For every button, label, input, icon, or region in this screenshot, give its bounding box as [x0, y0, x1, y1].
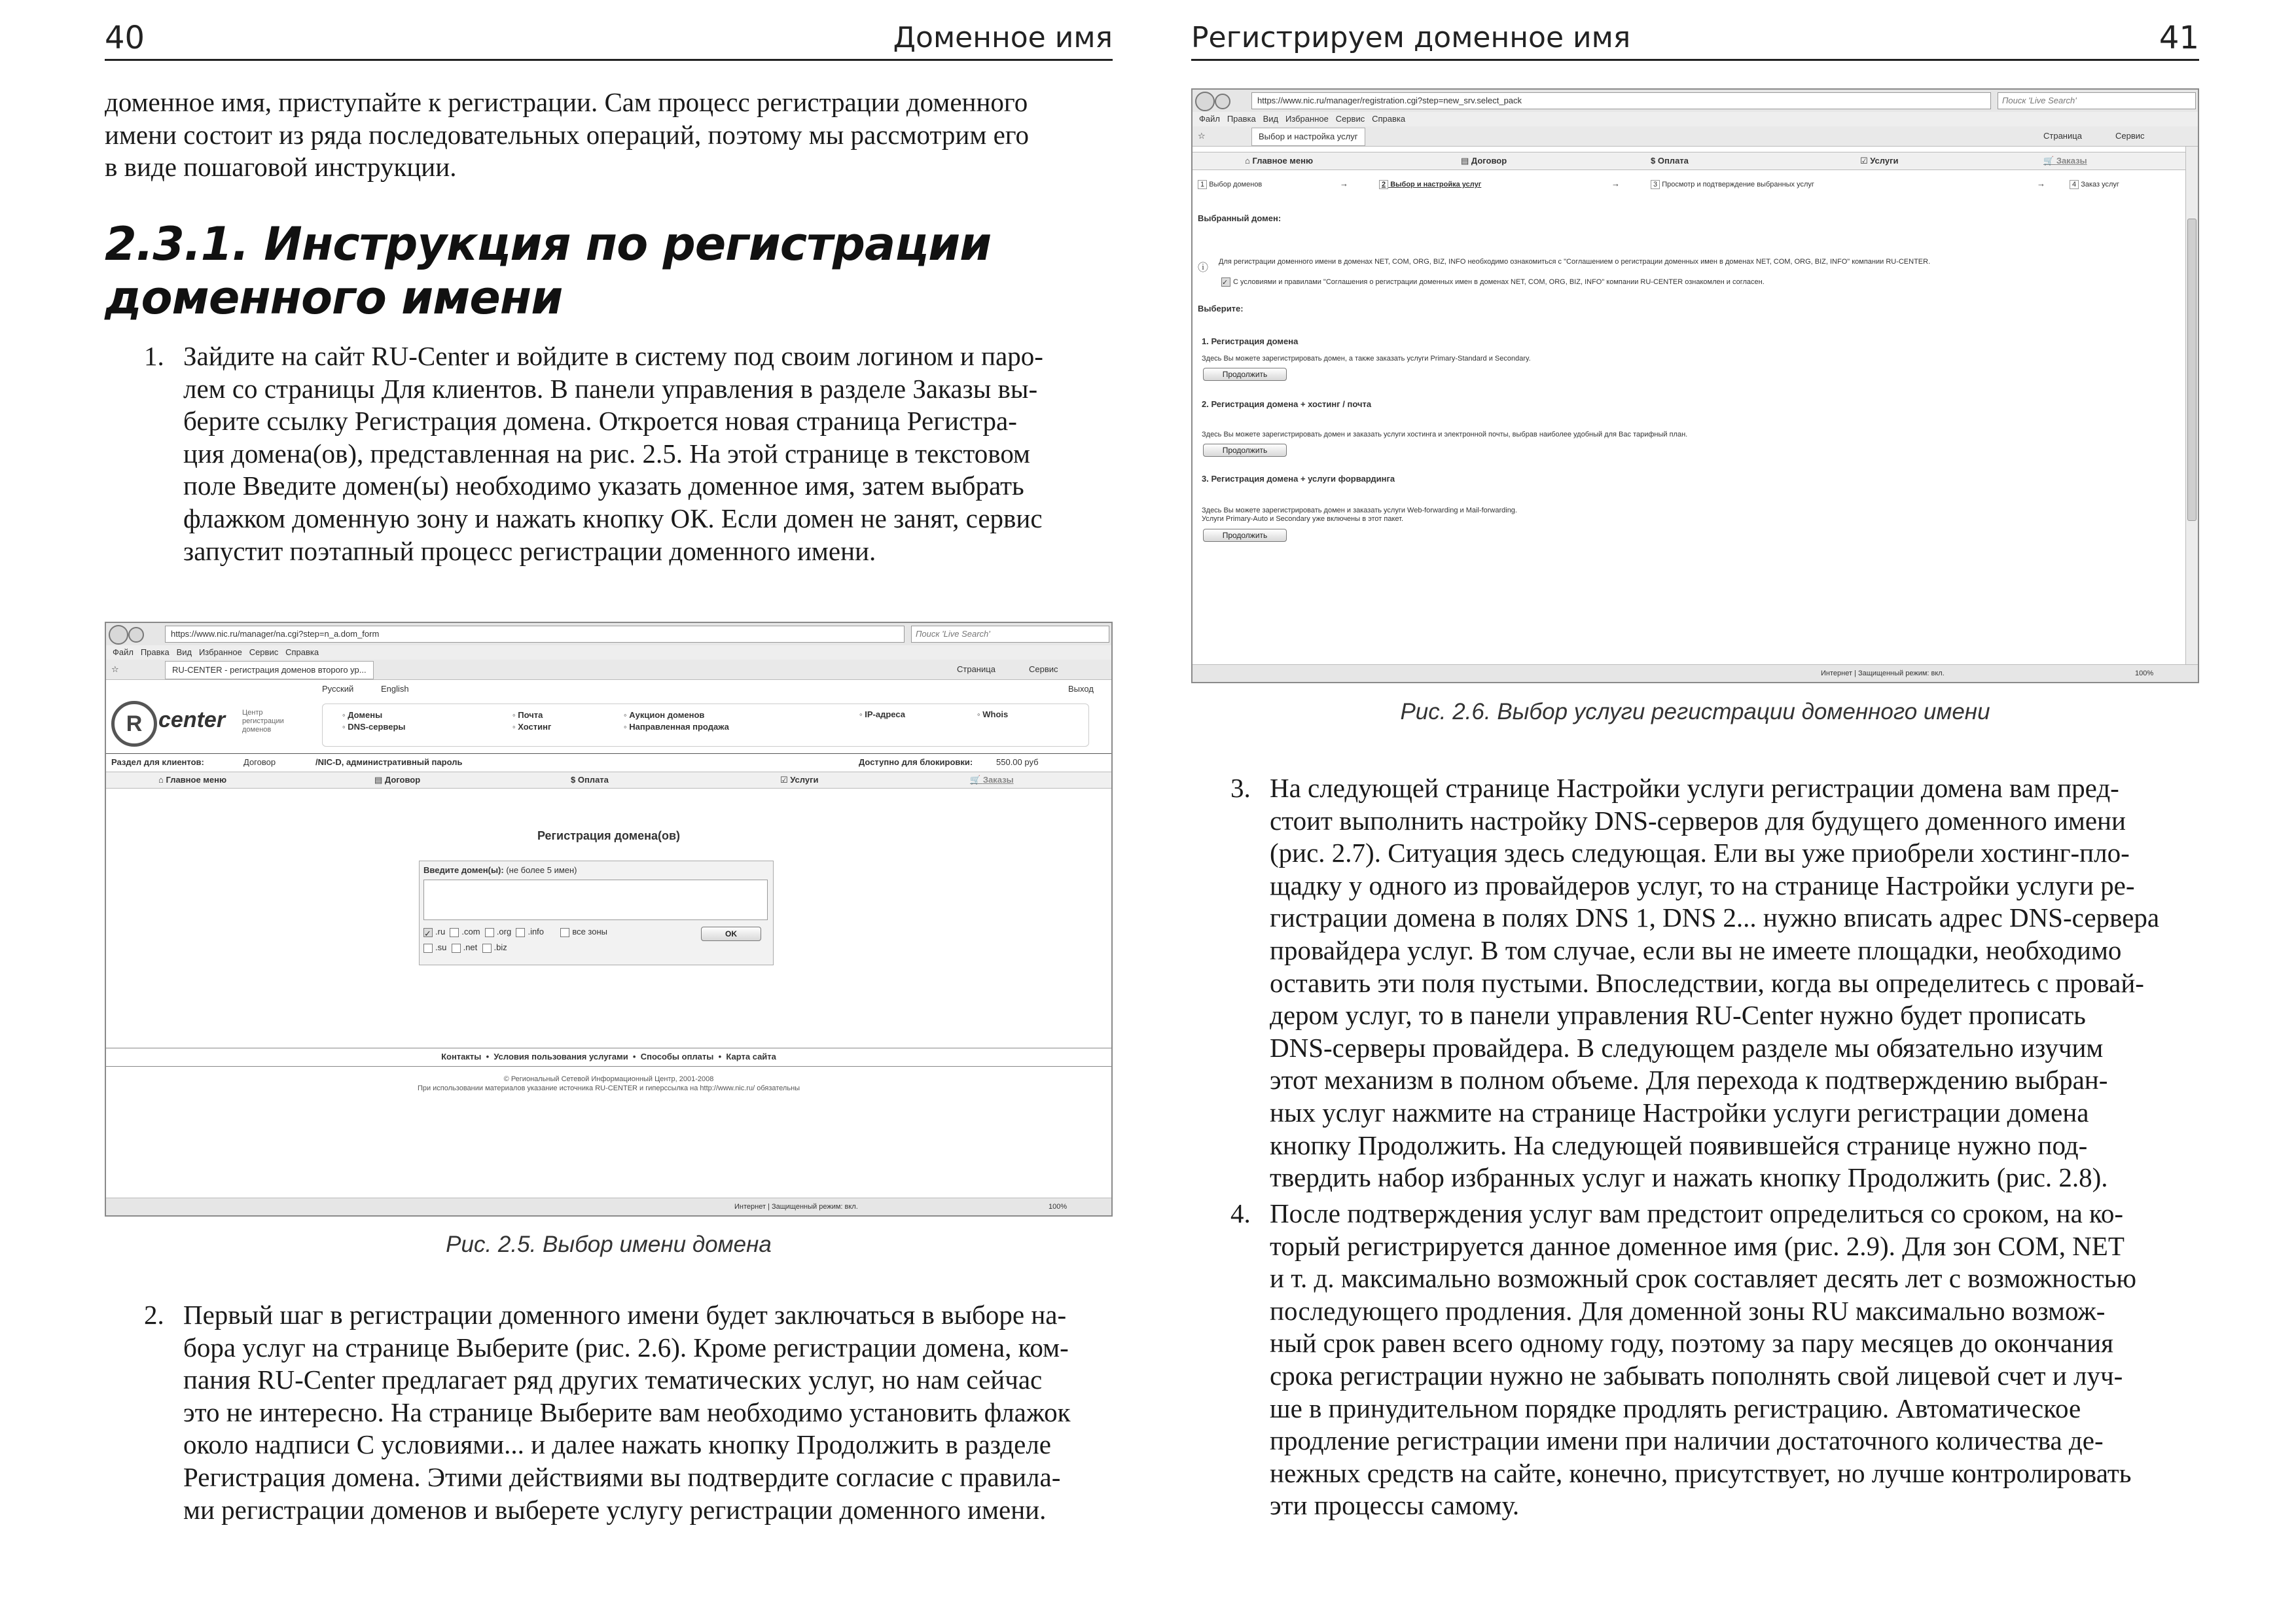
zone-checkbox-com[interactable]: .com	[450, 927, 480, 936]
zone-checkbox-ru[interactable]: ✓ .ru	[424, 927, 446, 938]
service-link-domains[interactable]: Домены	[348, 710, 383, 720]
tab-payment[interactable]: $ Оплата	[1651, 156, 1689, 166]
text-line: последующего продления. Для доменной зоны RU максимально возмож-	[1270, 1295, 2106, 1326]
menu-item-favorites[interactable]: Избранное	[198, 647, 242, 657]
address-bar	[1193, 90, 2198, 113]
menu-item-edit[interactable]: Правка	[140, 647, 170, 657]
list-number: 3.	[1230, 773, 1251, 803]
footer-link-sitemap[interactable]: Карта сайта	[726, 1052, 776, 1061]
text-line: флажком доменную зону и нажать кнопку ОК. Если домен не занят, сервис	[183, 503, 1043, 533]
tab-services[interactable]: ☑ Услуги	[1860, 156, 1899, 166]
text-line: дером услуг, то в панели управления RU-Center нужно будет прописать	[1270, 1000, 2086, 1031]
step-2[interactable]: 2 Выбор и настройка услуг	[1379, 181, 1481, 188]
text-line: оставить эти поля пустыми. Впоследствии, когда вы определитесь с провай-	[1270, 967, 2144, 998]
left-running-title: Доменное имя	[893, 21, 1113, 54]
text-line: После подтверждения услуг вам предстоит определиться со сроком, на ко-	[1270, 1198, 2124, 1228]
zoom-level[interactable]: 100%	[1049, 1203, 1067, 1211]
service-link-whois[interactable]: Whois	[982, 709, 1009, 719]
text-line: имени состоит из ряда последовательных операций, поэтому мы рассмотрим его	[105, 119, 1030, 150]
zone-checkbox-su[interactable]: .su	[423, 942, 446, 952]
left-page	[105, 0, 1113, 1623]
text-line: Первый шаг в регистрации доменного имени будет заключаться в выборе на-	[183, 1300, 1067, 1330]
menu-item-tools[interactable]: Сервис	[249, 647, 279, 657]
nic-info: /NIC-D, административный пароль	[315, 757, 463, 767]
menu-item-file[interactable]: Файл	[113, 647, 134, 657]
client-section-value[interactable]: Договор	[243, 757, 276, 767]
menu-item-edit[interactable]: Правка	[1227, 114, 1256, 124]
continue-button-2[interactable]: Продолжить	[1203, 444, 1287, 457]
copyright: © Региональный Сетевой Информационный Центр, 2001-2008	[503, 1075, 714, 1083]
footer-link-terms[interactable]: Условия пользования услугами	[493, 1052, 628, 1061]
tab-payment[interactable]: $ Оплата	[571, 775, 609, 785]
text-line: На следующей странице Настройки услуги регистрации домена вам пред-	[1270, 773, 2119, 803]
text-line: провайдера услуг. В том случае, если вы не имеете площадки, необходимо	[1270, 935, 2122, 965]
step-arrow: →	[1611, 179, 1620, 188]
nav-tabs	[106, 772, 1111, 789]
domain-form	[419, 861, 774, 965]
footer-link-contacts[interactable]: Контакты	[441, 1052, 482, 1061]
text-line: в виде пошаговой инструкции.	[105, 152, 457, 183]
list-number: 2.	[144, 1300, 164, 1330]
figure-2-6-screenshot	[1191, 88, 2199, 683]
text-line: щадку у одного из провайдеров услуг, то на странице Настройки услуги ре-	[1270, 870, 2135, 901]
info-icon: ⓘ	[1198, 262, 1209, 274]
service-link-directed-sale[interactable]: Направленная продажа	[629, 722, 729, 732]
heading-line: 2.3.1. Инструкция по регистрации	[105, 217, 992, 271]
list-number: 1.	[144, 341, 164, 371]
services-box: ◦ Домены ◦ DNS-серверы ◦ Почта ◦ Хостинг ◦ Аукцион доменов ◦ Направленная продажа ◦ IP-адреса ◦ Whois	[322, 704, 1089, 747]
favorites-star-icon[interactable]: ☆	[1198, 131, 1206, 141]
zone-checkbox-org[interactable]: .org	[485, 927, 511, 936]
tab-services[interactable]: ☑ Услуги	[780, 775, 819, 785]
search-field[interactable]: Поиск 'Live Search'	[1998, 92, 2196, 109]
status-bar	[106, 1198, 1111, 1215]
text-line: около надписи С условиями... и далее нажать кнопку Продолжить в разделе	[183, 1429, 1051, 1460]
text-line: ше в принудительном порядке продлять регистрацию. Автоматическое	[1270, 1393, 2081, 1423]
text-line: бора услуг на странице Выберите (рис. 2.6). Кроме регистрации домена, ком-	[183, 1332, 1069, 1363]
url-field[interactable]: https://www.nic.ru/manager/na.cgi?step=n_a.dom_form	[165, 626, 905, 643]
tools-menu[interactable]: Сервис	[1029, 664, 1058, 674]
intro-paragraph	[105, 86, 1113, 184]
continue-button-1[interactable]: Продолжить	[1203, 368, 1287, 381]
menu-item-view[interactable]: Вид	[176, 647, 192, 657]
back-icon	[109, 625, 128, 645]
text-line: ми регистрации доменов и выберете услугу регистрации доменного имени.	[183, 1494, 1047, 1525]
nav-tabs	[1193, 152, 2186, 170]
menu-item-favorites[interactable]: Избранное	[1285, 114, 1329, 124]
zoom-level[interactable]: 100%	[2135, 669, 2154, 677]
service-link-ip[interactable]: IP-адреса	[865, 709, 905, 719]
text-line: ных услуг нажмите на странице Настройки услуги регистрации домена	[1270, 1097, 2089, 1128]
page-viewport	[106, 680, 1111, 1198]
text-line: это не интересно. На странице Выберите вам необходимо установить флажок	[183, 1397, 1071, 1427]
zone-checkbox-net[interactable]: .net	[452, 942, 478, 952]
step-arrow: →	[1340, 179, 1348, 188]
option-3-title: 3. Регистрация домена + услуги форвардинга	[1202, 474, 1395, 484]
list-number: 4.	[1230, 1198, 1251, 1228]
scrollbar-thumb[interactable]	[2187, 219, 2197, 521]
back-icon	[1195, 92, 1215, 111]
page-viewport	[1193, 147, 2186, 665]
figure-2-5-screenshot	[105, 622, 1113, 1217]
zones-row-1	[423, 927, 607, 937]
step-arrow: →	[2037, 179, 2045, 188]
step-3: 3 Просмотр и подтверждение выбранных услуг	[1651, 181, 1814, 188]
menu-bar	[106, 645, 1111, 660]
text-line: ный срок равен всего одному году, поэтому за пару месяцев до окончания	[1270, 1328, 2113, 1359]
selected-domain-label: Выбранный домен:	[1198, 213, 1282, 223]
page-menu[interactable]: Страница	[957, 664, 996, 674]
menu-item-view[interactable]: Вид	[1263, 114, 1279, 124]
menu-item-file[interactable]: Файл	[1199, 114, 1220, 124]
text-line: DNS-серверы провайдера. В следующем разделе мы обязательно изучим	[1270, 1032, 2104, 1063]
section-heading	[105, 217, 991, 325]
zones-row-2	[423, 942, 507, 953]
tab-contract[interactable]: ▤ Договор	[374, 775, 421, 785]
right-page-number: 41	[2159, 20, 2199, 56]
browser-tab[interactable]: Выбор и настройка услуг	[1251, 128, 1365, 146]
menu-item-tools[interactable]: Сервис	[1335, 114, 1365, 124]
text-line: поле Введите домен(ы) необходимо указать доменное имя, затем выбрать	[183, 471, 1024, 501]
zone-checkbox-info[interactable]: .info	[516, 927, 544, 936]
logout-link[interactable]: Выход	[1068, 684, 1094, 694]
menu-bar	[1193, 112, 2198, 126]
right-running-title: Регистрируем доменное имя	[1191, 21, 1631, 54]
menu-item-help[interactable]: Справка	[285, 647, 319, 657]
tab-bar	[106, 660, 1111, 680]
right-page	[1191, 0, 2199, 1623]
copyright-note: При использовании материалов указание источника RU-CENTER и гиперссылка на http://www.nic.ru/ обязательны	[417, 1084, 800, 1092]
left-page-number: 40	[105, 20, 145, 56]
text-line: доменное имя, приступайте к регистрации. Сам процесс регистрации доменного	[105, 87, 1028, 117]
tab-main-menu[interactable]: ⌂ Главное меню	[158, 775, 227, 785]
list-item-4	[1191, 1198, 2199, 1522]
text-line: срока регистрации нужно не забывать пополнять свой лицевой счет и луч-	[1270, 1360, 2123, 1391]
figure-2-6-caption: Рис. 2.6. Выбор услуги регистрации доменного имени	[1400, 699, 1990, 724]
favorites-star-icon[interactable]: ☆	[111, 664, 119, 674]
address-bar	[106, 623, 1111, 646]
text-line: стоит выполнить настройку DNS-серверов для будущего доменного имени	[1270, 805, 2126, 836]
vertical-scrollbar[interactable]	[2185, 147, 2198, 665]
left-running-header	[105, 12, 1113, 61]
forward-icon	[128, 627, 144, 643]
list-item-1	[105, 340, 1113, 567]
option-1-title: 1. Регистрация домена	[1202, 336, 1299, 346]
text-line: кнопку Продолжить. На следующей появившейся странице нужно под-	[1270, 1130, 2088, 1160]
footer-link-payment-methods[interactable]: Способы оплаты	[640, 1052, 714, 1061]
service-link-dns[interactable]: DNS-серверы	[348, 722, 406, 732]
text-line: ция домена(ов), представленная на рис. 2.5. На этой странице в текстовом	[183, 438, 1030, 469]
client-section-label: Раздел для клиентов:	[111, 757, 204, 767]
list-item-2	[105, 1299, 1113, 1526]
available-value: 550.00 руб	[996, 757, 1039, 767]
text-line: торый регистрируется данное доменное имя (рис. 2.9). Для зон COM, NET	[1270, 1230, 2125, 1261]
service-link-auction[interactable]: Аукцион доменов	[629, 710, 705, 720]
text-line: этот механизм в полном объеме. Для перехода к подтверждению выбран-	[1270, 1065, 2108, 1096]
text-line: гистрации домена в полях DNS 1, DNS 2... нужно вписать адрес DNS-сервера	[1270, 902, 2160, 933]
heading-line: доменного имени	[105, 271, 563, 325]
form-title: Регистрация домена(ов)	[537, 829, 681, 842]
search-field[interactable]: Поиск 'Live Search'	[911, 626, 1109, 643]
option-2-title: 2. Регистрация домена + хостинг / почта	[1202, 399, 1372, 409]
tab-bar	[1193, 126, 2198, 147]
text-line: твердить набор избранных услуг и нажать кнопку Продолжить (рис. 2.8).	[1270, 1162, 2108, 1193]
all-zones-checkbox[interactable]: все зоны	[560, 927, 607, 936]
browser-tab[interactable]: RU-CENTER - регистрация доменов второго ур...	[165, 661, 374, 679]
status-bar	[1193, 664, 2198, 682]
page-menu[interactable]: Страница	[2043, 131, 2082, 141]
right-running-header	[1191, 12, 2199, 61]
ru-center-logo: R center Центр регистрации доменов	[111, 700, 321, 752]
tab-orders[interactable]: 🛒 Заказы	[2043, 156, 2087, 166]
tab-contract[interactable]: ▤ Договор	[1461, 156, 1507, 166]
text-line: эти процессы самому.	[1270, 1490, 1520, 1521]
figure-2-5-caption: Рис. 2.5. Выбор имени домена	[446, 1232, 772, 1257]
service-link-hosting[interactable]: Хостинг	[518, 722, 552, 732]
tab-orders[interactable]: 🛒 Заказы	[970, 775, 1014, 785]
zone-checkbox-biz[interactable]: .biz	[482, 942, 507, 952]
status-zone-text: Интернет | Защищенный режим: вкл.	[734, 1203, 858, 1211]
agree-checkbox[interactable]: ✓ С условиями и правилами "Соглашения о регистрации доменных имен в доменах NET, COM, ORG, BIZ, INFO" компании RU-CENTER ознакомлен и согласен.	[1222, 277, 1765, 287]
tab-main-menu[interactable]: ⌂ Главное меню	[1245, 156, 1314, 166]
ok-button[interactable]: OK	[701, 927, 761, 941]
text-line: и т. д. максимально возможный срок составляет десять лет с возможностью	[1270, 1263, 2137, 1294]
text-line: (рис. 2.7). Ситуация здесь следующая. Ели вы уже приобрели хостинг-пло-	[1270, 838, 2130, 868]
option-3-desc: Здесь Вы можете зарегистрировать домен и заказать услуги Web-forwarding и Mail-forwarding.	[1202, 507, 1517, 514]
lang-english[interactable]: English	[381, 684, 409, 694]
text-line: продление регистрации имени при наличии достаточного количества де-	[1270, 1425, 2104, 1456]
list-item-3	[1191, 772, 2199, 1194]
lang-russian[interactable]: Русский	[322, 684, 354, 694]
option-3-desc2: Услуги Primary-Auto и Secondary уже включены в этот пакет.	[1202, 515, 1404, 523]
continue-button-3[interactable]: Продолжить	[1203, 529, 1287, 542]
url-field[interactable]: https://www.nic.ru/manager/registration.cgi?step=new_srv.select_pack	[1251, 92, 1991, 109]
field-hint: (не более 5 имен)	[506, 865, 577, 875]
footer-links: Контакты • Условия пользования услугами • Способы оплаты • Карта сайта	[441, 1052, 776, 1061]
option-1-desc: Здесь Вы можете зарегистрировать домен, а также заказать услуги Primary-Standard и Secondary.	[1202, 355, 1531, 363]
step-4: 4 Заказ услуг	[2070, 181, 2119, 188]
tools-menu[interactable]: Сервис	[2115, 131, 2145, 141]
available-label: Доступно для блокировки:	[859, 757, 973, 767]
text-line: лем со страницы Для клиентов. В панели управления в разделе Заказы вы-	[183, 373, 1038, 404]
text-line: нежных средств на сайте, конечно, присутствует, но лучше контролировать	[1270, 1457, 2132, 1488]
option-2-desc: Здесь Вы можете зарегистрировать домен и заказать услуги хостинга и электронной почты, выбрав наиболее удобный для Вас тарифный план.	[1202, 431, 1688, 438]
service-link-mail[interactable]: Почта	[518, 710, 543, 720]
text-line: запустит поэтапный процесс регистрации доменного имени.	[183, 535, 876, 566]
forward-icon	[1215, 94, 1230, 109]
status-zone-text: Интернет | Защищенный режим: вкл.	[1821, 669, 1945, 677]
choose-label: Выберите:	[1198, 304, 1244, 313]
domain-textarea[interactable]	[423, 880, 768, 920]
menu-item-help[interactable]: Справка	[1372, 114, 1406, 124]
notice-text: Для регистрации доменного имени в доменах NET, COM, ORG, BIZ, INFO необходимо ознакомиться с "Соглашением о регистрации доменных имен в доменах NET, COM, ORG, BIZ, INFO" компании RU-CENTER.	[1219, 258, 1931, 266]
field-label: Введите домен(ы):	[423, 865, 504, 875]
text-line: пания RU-Center предлагает ряд других тематических услуг, но нам сейчас	[183, 1364, 1043, 1395]
text-line: Регистрация домена. Этими действиями вы подтвердите согласие с правила-	[183, 1461, 1061, 1492]
text-line: Зайдите на сайт RU-Center и войдите в систему под своим логином и паро-	[183, 341, 1043, 371]
text-line: берите ссылку Регистрация домена. Откроется новая страница Регистра-	[183, 406, 1017, 437]
step-1: 1 Выбор доменов	[1198, 181, 1262, 188]
